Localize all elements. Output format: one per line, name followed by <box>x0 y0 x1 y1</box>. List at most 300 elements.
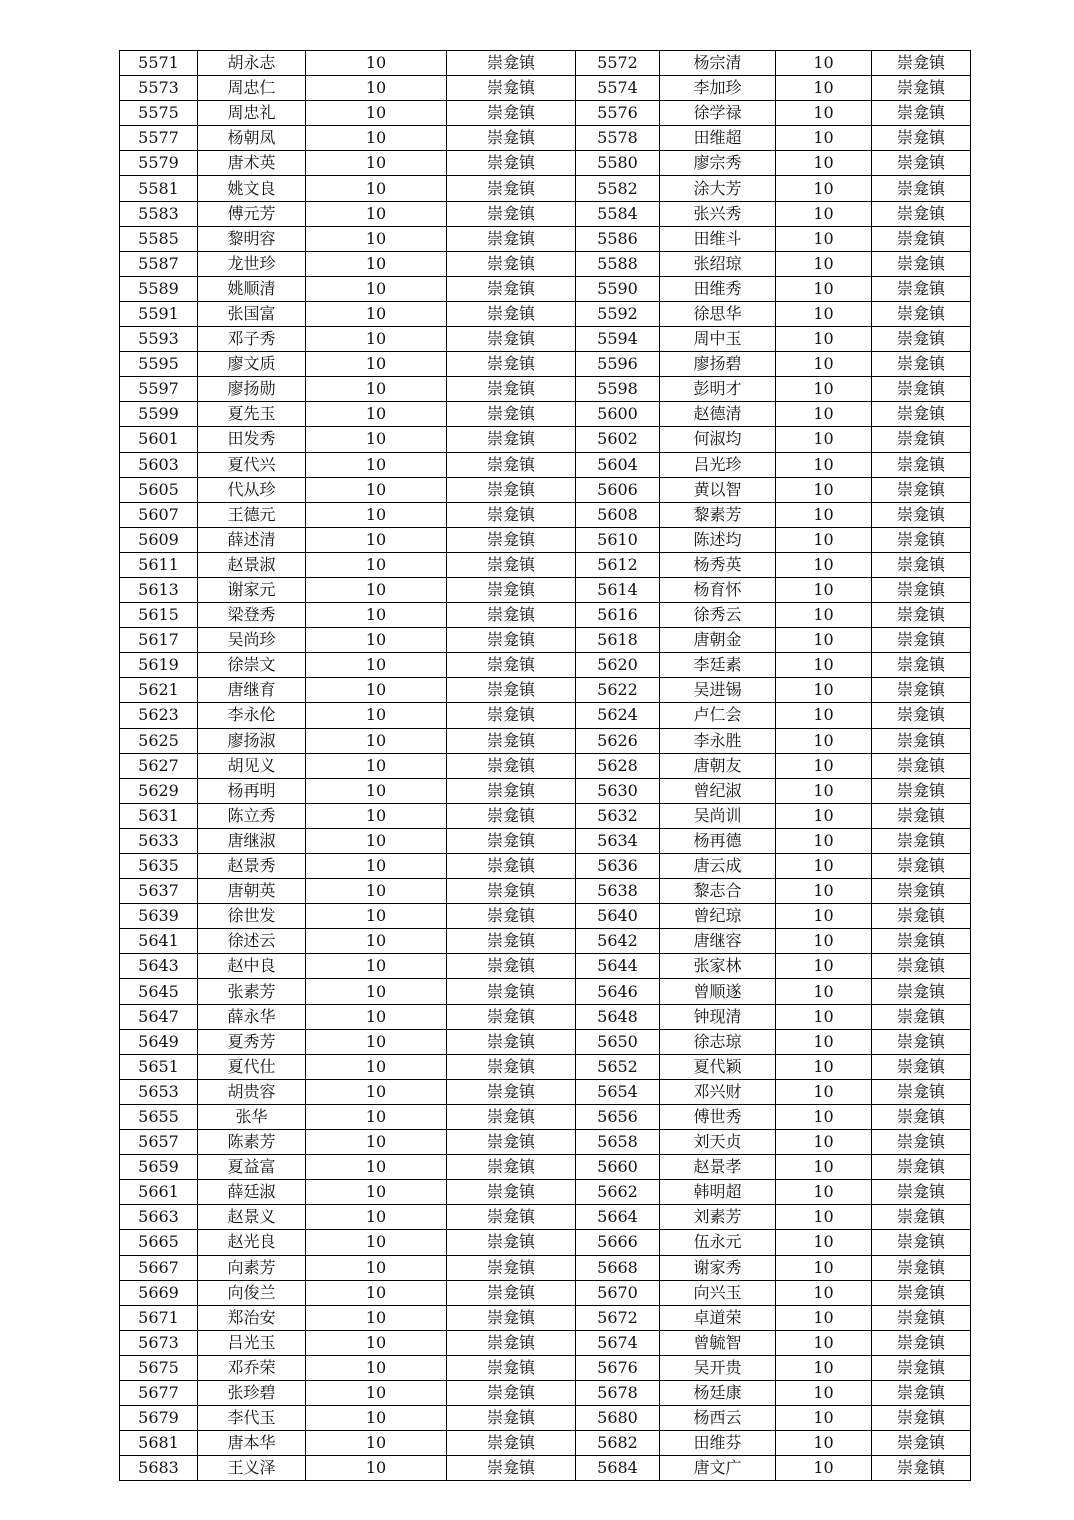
town-name-cell: 崇龛镇 <box>872 402 971 427</box>
town-name-cell: 崇龛镇 <box>872 502 971 527</box>
person-name-cell: 黎志合 <box>660 879 776 904</box>
record-number-cell: 5642 <box>576 929 660 954</box>
amount-cell: 10 <box>776 1355 872 1380</box>
town-name-cell: 崇龛镇 <box>872 653 971 678</box>
amount-cell: 10 <box>776 577 872 602</box>
person-name-cell: 吴尚珍 <box>198 628 306 653</box>
amount-cell: 10 <box>776 126 872 151</box>
amount-cell: 10 <box>776 1431 872 1456</box>
person-name-cell: 谢家元 <box>198 577 306 602</box>
amount-cell: 10 <box>776 1305 872 1330</box>
record-number-cell: 5671 <box>120 1305 198 1330</box>
table-row <box>120 151 971 176</box>
amount-cell: 10 <box>306 1380 447 1405</box>
amount-cell: 10 <box>306 1054 447 1079</box>
amount-cell: 10 <box>776 226 872 251</box>
person-name-cell: 徐崇文 <box>198 653 306 678</box>
town-name-cell: 崇龛镇 <box>447 628 576 653</box>
person-name-cell: 吴进锡 <box>660 678 776 703</box>
person-name-cell: 张国富 <box>198 301 306 326</box>
amount-cell: 10 <box>306 402 447 427</box>
amount-cell: 10 <box>306 126 447 151</box>
record-number-cell: 5572 <box>576 51 660 76</box>
record-number-cell: 5615 <box>120 603 198 628</box>
person-name-cell: 唐云成 <box>660 854 776 879</box>
amount-cell: 10 <box>306 151 447 176</box>
amount-cell: 10 <box>306 477 447 502</box>
amount-cell: 10 <box>776 1456 872 1481</box>
town-name-cell: 崇龛镇 <box>447 1355 576 1380</box>
amount-cell: 10 <box>306 1305 447 1330</box>
amount-cell: 10 <box>776 1054 872 1079</box>
record-number-cell: 5668 <box>576 1255 660 1280</box>
amount-cell: 10 <box>776 1280 872 1305</box>
record-number-cell: 5654 <box>576 1079 660 1104</box>
person-name-cell: 何淑均 <box>660 427 776 452</box>
town-name-cell: 崇龛镇 <box>872 352 971 377</box>
person-name-cell: 张素芳 <box>198 979 306 1004</box>
person-name-cell: 李代玉 <box>198 1406 306 1431</box>
record-number-cell: 5601 <box>120 427 198 452</box>
person-name-cell: 曾纪淑 <box>660 778 776 803</box>
amount-cell: 10 <box>306 1330 447 1355</box>
record-number-cell: 5662 <box>576 1180 660 1205</box>
amount-cell: 10 <box>776 377 872 402</box>
amount-cell: 10 <box>306 1355 447 1380</box>
record-number-cell: 5681 <box>120 1431 198 1456</box>
table-row <box>120 904 971 929</box>
town-name-cell: 崇龛镇 <box>447 753 576 778</box>
person-name-cell: 钟现清 <box>660 1004 776 1029</box>
amount-cell: 10 <box>776 879 872 904</box>
record-number-cell: 5635 <box>120 854 198 879</box>
town-name-cell: 崇龛镇 <box>872 101 971 126</box>
record-number-cell: 5602 <box>576 427 660 452</box>
roster-table <box>119 50 971 1481</box>
amount-cell: 10 <box>306 201 447 226</box>
amount-cell: 10 <box>306 703 447 728</box>
amount-cell: 10 <box>776 101 872 126</box>
record-number-cell: 5651 <box>120 1054 198 1079</box>
town-name-cell: 崇龛镇 <box>447 201 576 226</box>
table-row <box>120 1456 971 1481</box>
roster-body <box>120 51 971 1481</box>
record-number-cell: 5581 <box>120 176 198 201</box>
person-name-cell: 夏代仕 <box>198 1054 306 1079</box>
table-row <box>120 728 971 753</box>
person-name-cell: 胡见义 <box>198 753 306 778</box>
amount-cell: 10 <box>776 728 872 753</box>
record-number-cell: 5613 <box>120 577 198 602</box>
town-name-cell: 崇龛镇 <box>447 176 576 201</box>
town-name-cell: 崇龛镇 <box>872 954 971 979</box>
person-name-cell: 唐朝英 <box>198 879 306 904</box>
town-name-cell: 崇龛镇 <box>447 603 576 628</box>
record-number-cell: 5579 <box>120 151 198 176</box>
person-name-cell: 杨西云 <box>660 1406 776 1431</box>
amount-cell: 10 <box>306 51 447 76</box>
person-name-cell: 徐学禄 <box>660 101 776 126</box>
record-number-cell: 5652 <box>576 1054 660 1079</box>
table-row <box>120 1029 971 1054</box>
record-number-cell: 5587 <box>120 251 198 276</box>
table-row <box>120 1130 971 1155</box>
table-row <box>120 1155 971 1180</box>
table-row <box>120 377 971 402</box>
amount-cell: 10 <box>776 1255 872 1280</box>
amount-cell: 10 <box>776 427 872 452</box>
person-name-cell: 杨宗清 <box>660 51 776 76</box>
amount-cell: 10 <box>776 1155 872 1180</box>
town-name-cell: 崇龛镇 <box>447 778 576 803</box>
amount-cell: 10 <box>306 251 447 276</box>
town-name-cell: 崇龛镇 <box>872 1406 971 1431</box>
town-name-cell: 崇龛镇 <box>872 527 971 552</box>
person-name-cell: 涂大芳 <box>660 176 776 201</box>
person-name-cell: 夏秀芳 <box>198 1029 306 1054</box>
table-row <box>120 427 971 452</box>
amount-cell: 10 <box>776 477 872 502</box>
record-number-cell: 5629 <box>120 778 198 803</box>
person-name-cell: 唐继容 <box>660 929 776 954</box>
table-row <box>120 603 971 628</box>
record-number-cell: 5591 <box>120 301 198 326</box>
amount-cell: 10 <box>306 176 447 201</box>
amount-cell: 10 <box>776 201 872 226</box>
amount-cell: 10 <box>776 502 872 527</box>
amount-cell: 10 <box>776 276 872 301</box>
person-name-cell: 邓兴财 <box>660 1079 776 1104</box>
person-name-cell: 向素芳 <box>198 1255 306 1280</box>
person-name-cell: 周中玉 <box>660 327 776 352</box>
table-row <box>120 301 971 326</box>
town-name-cell: 崇龛镇 <box>872 301 971 326</box>
record-number-cell: 5665 <box>120 1230 198 1255</box>
amount-cell: 10 <box>776 778 872 803</box>
person-name-cell: 姚文良 <box>198 176 306 201</box>
town-name-cell: 崇龛镇 <box>447 151 576 176</box>
person-name-cell: 张绍琼 <box>660 251 776 276</box>
table-row <box>120 527 971 552</box>
person-name-cell: 唐继淑 <box>198 828 306 853</box>
town-name-cell: 崇龛镇 <box>872 703 971 728</box>
town-name-cell: 崇龛镇 <box>872 552 971 577</box>
record-number-cell: 5586 <box>576 226 660 251</box>
record-number-cell: 5624 <box>576 703 660 728</box>
record-number-cell: 5599 <box>120 402 198 427</box>
record-number-cell: 5608 <box>576 502 660 527</box>
town-name-cell: 崇龛镇 <box>447 51 576 76</box>
record-number-cell: 5585 <box>120 226 198 251</box>
person-name-cell: 杨再明 <box>198 778 306 803</box>
amount-cell: 10 <box>776 603 872 628</box>
table-row <box>120 1205 971 1230</box>
town-name-cell: 崇龛镇 <box>872 176 971 201</box>
amount-cell: 10 <box>776 904 872 929</box>
record-number-cell: 5617 <box>120 628 198 653</box>
record-number-cell: 5682 <box>576 1431 660 1456</box>
person-name-cell: 薛廷淑 <box>198 1180 306 1205</box>
person-name-cell: 廖文质 <box>198 352 306 377</box>
table-row <box>120 477 971 502</box>
amount-cell: 10 <box>776 1130 872 1155</box>
amount-cell: 10 <box>306 502 447 527</box>
amount-cell: 10 <box>776 176 872 201</box>
record-number-cell: 5677 <box>120 1380 198 1405</box>
record-number-cell: 5631 <box>120 803 198 828</box>
town-name-cell: 崇龛镇 <box>447 352 576 377</box>
person-name-cell: 伍永元 <box>660 1230 776 1255</box>
town-name-cell: 崇龛镇 <box>872 1079 971 1104</box>
amount-cell: 10 <box>306 1230 447 1255</box>
amount-cell: 10 <box>306 1104 447 1129</box>
record-number-cell: 5607 <box>120 502 198 527</box>
town-name-cell: 崇龛镇 <box>872 452 971 477</box>
town-name-cell: 崇龛镇 <box>872 276 971 301</box>
amount-cell: 10 <box>306 352 447 377</box>
record-number-cell: 5648 <box>576 1004 660 1029</box>
person-name-cell: 陈立秀 <box>198 803 306 828</box>
table-row <box>120 1079 971 1104</box>
town-name-cell: 崇龛镇 <box>447 452 576 477</box>
person-name-cell: 张华 <box>198 1104 306 1129</box>
record-number-cell: 5670 <box>576 1280 660 1305</box>
town-name-cell: 崇龛镇 <box>447 527 576 552</box>
person-name-cell: 代从珍 <box>198 477 306 502</box>
amount-cell: 10 <box>306 1456 447 1481</box>
amount-cell: 10 <box>776 1180 872 1205</box>
amount-cell: 10 <box>776 527 872 552</box>
record-number-cell: 5597 <box>120 377 198 402</box>
person-name-cell: 李永伦 <box>198 703 306 728</box>
town-name-cell: 崇龛镇 <box>447 954 576 979</box>
person-name-cell: 吕光珍 <box>660 452 776 477</box>
person-name-cell: 田维芬 <box>660 1431 776 1456</box>
town-name-cell: 崇龛镇 <box>447 76 576 101</box>
record-number-cell: 5666 <box>576 1230 660 1255</box>
person-name-cell: 夏代兴 <box>198 452 306 477</box>
person-name-cell: 张兴秀 <box>660 201 776 226</box>
amount-cell: 10 <box>776 954 872 979</box>
town-name-cell: 崇龛镇 <box>872 1431 971 1456</box>
town-name-cell: 崇龛镇 <box>447 1255 576 1280</box>
table-row <box>120 276 971 301</box>
person-name-cell: 杨再德 <box>660 828 776 853</box>
record-number-cell: 5618 <box>576 628 660 653</box>
amount-cell: 10 <box>776 1104 872 1129</box>
town-name-cell: 崇龛镇 <box>447 276 576 301</box>
person-name-cell: 郑治安 <box>198 1305 306 1330</box>
table-row <box>120 929 971 954</box>
amount-cell: 10 <box>306 76 447 101</box>
person-name-cell: 龙世珍 <box>198 251 306 276</box>
town-name-cell: 崇龛镇 <box>447 929 576 954</box>
town-name-cell: 崇龛镇 <box>447 251 576 276</box>
amount-cell: 10 <box>776 678 872 703</box>
person-name-cell: 田维秀 <box>660 276 776 301</box>
person-name-cell: 唐术英 <box>198 151 306 176</box>
record-number-cell: 5644 <box>576 954 660 979</box>
record-number-cell: 5588 <box>576 251 660 276</box>
amount-cell: 10 <box>306 1280 447 1305</box>
town-name-cell: 崇龛镇 <box>872 854 971 879</box>
town-name-cell: 崇龛镇 <box>447 1180 576 1205</box>
record-number-cell: 5659 <box>120 1155 198 1180</box>
person-name-cell: 夏先玉 <box>198 402 306 427</box>
record-number-cell: 5574 <box>576 76 660 101</box>
record-number-cell: 5625 <box>120 728 198 753</box>
town-name-cell: 崇龛镇 <box>872 879 971 904</box>
record-number-cell: 5667 <box>120 1255 198 1280</box>
record-number-cell: 5623 <box>120 703 198 728</box>
person-name-cell: 傅元芳 <box>198 201 306 226</box>
person-name-cell: 张家林 <box>660 954 776 979</box>
town-name-cell: 崇龛镇 <box>872 327 971 352</box>
amount-cell: 10 <box>776 753 872 778</box>
amount-cell: 10 <box>776 1205 872 1230</box>
record-number-cell: 5655 <box>120 1104 198 1129</box>
amount-cell: 10 <box>776 452 872 477</box>
person-name-cell: 曾纪琼 <box>660 904 776 929</box>
person-name-cell: 唐本华 <box>198 1431 306 1456</box>
record-number-cell: 5645 <box>120 979 198 1004</box>
record-number-cell: 5638 <box>576 879 660 904</box>
table-row <box>120 879 971 904</box>
town-name-cell: 崇龛镇 <box>872 1330 971 1355</box>
person-name-cell: 薛述清 <box>198 527 306 552</box>
person-name-cell: 曾毓智 <box>660 1330 776 1355</box>
town-name-cell: 崇龛镇 <box>872 753 971 778</box>
town-name-cell: 崇龛镇 <box>872 1054 971 1079</box>
amount-cell: 10 <box>306 803 447 828</box>
town-name-cell: 崇龛镇 <box>872 728 971 753</box>
record-number-cell: 5626 <box>576 728 660 753</box>
table-row <box>120 201 971 226</box>
table-row <box>120 828 971 853</box>
person-name-cell: 唐朝金 <box>660 628 776 653</box>
person-name-cell: 曾顺遂 <box>660 979 776 1004</box>
person-name-cell: 卓道荣 <box>660 1305 776 1330</box>
person-name-cell: 徐述云 <box>198 929 306 954</box>
record-number-cell: 5639 <box>120 904 198 929</box>
record-number-cell: 5653 <box>120 1079 198 1104</box>
person-name-cell: 赵中良 <box>198 954 306 979</box>
person-name-cell: 夏益富 <box>198 1155 306 1180</box>
amount-cell: 10 <box>306 854 447 879</box>
town-name-cell: 崇龛镇 <box>872 979 971 1004</box>
record-number-cell: 5683 <box>120 1456 198 1481</box>
record-number-cell: 5628 <box>576 753 660 778</box>
table-row <box>120 226 971 251</box>
record-number-cell: 5580 <box>576 151 660 176</box>
table-row <box>120 1330 971 1355</box>
town-name-cell: 崇龛镇 <box>872 427 971 452</box>
table-row <box>120 76 971 101</box>
record-number-cell: 5661 <box>120 1180 198 1205</box>
amount-cell: 10 <box>306 954 447 979</box>
table-row <box>120 753 971 778</box>
table-row <box>120 703 971 728</box>
person-name-cell: 周忠礼 <box>198 101 306 126</box>
record-number-cell: 5641 <box>120 929 198 954</box>
table-row <box>120 1431 971 1456</box>
record-number-cell: 5678 <box>576 1380 660 1405</box>
town-name-cell: 崇龛镇 <box>447 1280 576 1305</box>
record-number-cell: 5583 <box>120 201 198 226</box>
amount-cell: 10 <box>306 653 447 678</box>
record-number-cell: 5612 <box>576 552 660 577</box>
amount-cell: 10 <box>306 577 447 602</box>
person-name-cell: 陈述均 <box>660 527 776 552</box>
person-name-cell: 田发秀 <box>198 427 306 452</box>
amount-cell: 10 <box>306 1205 447 1230</box>
amount-cell: 10 <box>776 653 872 678</box>
record-number-cell: 5680 <box>576 1406 660 1431</box>
town-name-cell: 崇龛镇 <box>872 201 971 226</box>
town-name-cell: 崇龛镇 <box>447 1054 576 1079</box>
amount-cell: 10 <box>306 778 447 803</box>
amount-cell: 10 <box>306 1255 447 1280</box>
record-number-cell: 5605 <box>120 477 198 502</box>
record-number-cell: 5600 <box>576 402 660 427</box>
amount-cell: 10 <box>306 452 447 477</box>
amount-cell: 10 <box>776 1079 872 1104</box>
record-number-cell: 5627 <box>120 753 198 778</box>
town-name-cell: 崇龛镇 <box>447 1029 576 1054</box>
person-name-cell: 黎明容 <box>198 226 306 251</box>
table-row <box>120 1230 971 1255</box>
record-number-cell: 5634 <box>576 828 660 853</box>
amount-cell: 10 <box>776 327 872 352</box>
person-name-cell: 杨育怀 <box>660 577 776 602</box>
record-number-cell: 5584 <box>576 201 660 226</box>
amount-cell: 10 <box>306 1079 447 1104</box>
person-name-cell: 唐文广 <box>660 1456 776 1481</box>
table-row <box>120 1355 971 1380</box>
record-number-cell: 5658 <box>576 1130 660 1155</box>
person-name-cell: 唐朝友 <box>660 753 776 778</box>
town-name-cell: 崇龛镇 <box>447 1456 576 1481</box>
record-number-cell: 5576 <box>576 101 660 126</box>
town-name-cell: 崇龛镇 <box>447 1130 576 1155</box>
record-number-cell: 5589 <box>120 276 198 301</box>
record-number-cell: 5573 <box>120 76 198 101</box>
town-name-cell: 崇龛镇 <box>447 477 576 502</box>
amount-cell: 10 <box>776 803 872 828</box>
amount-cell: 10 <box>776 76 872 101</box>
town-name-cell: 崇龛镇 <box>447 1230 576 1255</box>
person-name-cell: 李廷素 <box>660 653 776 678</box>
amount-cell: 10 <box>306 226 447 251</box>
record-number-cell: 5669 <box>120 1280 198 1305</box>
person-name-cell: 胡永志 <box>198 51 306 76</box>
amount-cell: 10 <box>776 402 872 427</box>
person-name-cell: 廖扬淑 <box>198 728 306 753</box>
record-number-cell: 5673 <box>120 1330 198 1355</box>
person-name-cell: 周忠仁 <box>198 76 306 101</box>
town-name-cell: 崇龛镇 <box>447 1406 576 1431</box>
table-row <box>120 628 971 653</box>
town-name-cell: 崇龛镇 <box>872 377 971 402</box>
town-name-cell: 崇龛镇 <box>447 803 576 828</box>
town-name-cell: 崇龛镇 <box>447 1079 576 1104</box>
person-name-cell: 徐思华 <box>660 301 776 326</box>
town-name-cell: 崇龛镇 <box>872 678 971 703</box>
town-name-cell: 崇龛镇 <box>872 1180 971 1205</box>
person-name-cell: 向俊兰 <box>198 1280 306 1305</box>
table-row <box>120 1380 971 1405</box>
person-name-cell: 杨廷康 <box>660 1380 776 1405</box>
